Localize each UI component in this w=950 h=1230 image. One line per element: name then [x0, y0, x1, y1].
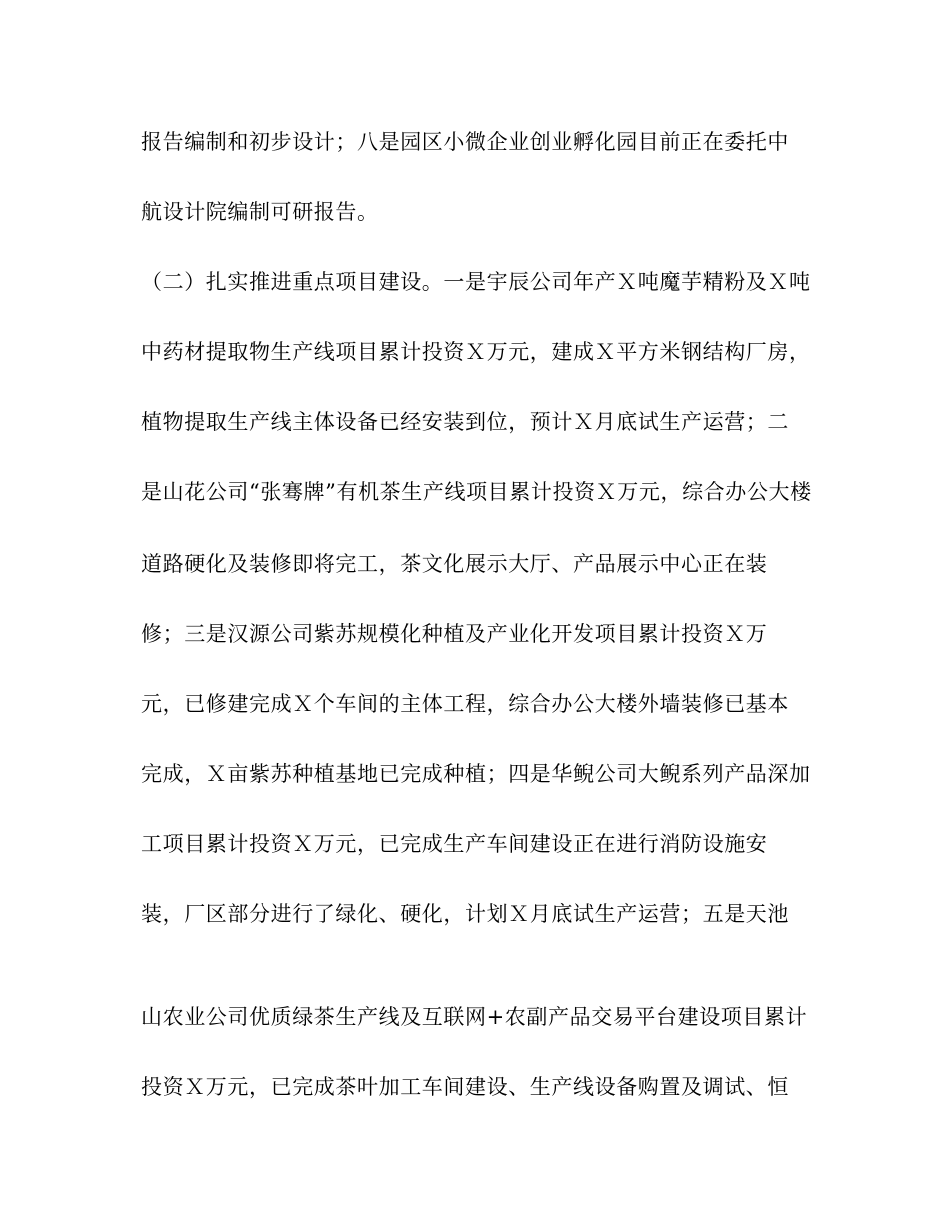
text-line: 山农业公司优质绿茶生产线及互联网+农副产品交易平台建设项目累计 [141, 1005, 808, 1029]
text-line: 中药材提取物生产线项目累计投资Ｘ万元，建成Ｘ平方米钢结构厂房， [141, 340, 811, 364]
text-line: 植物提取生产线主体设备已经安装到位，预计Ｘ月底试生产运营；二 [141, 410, 789, 434]
text-line: 报告编制和初步设计；八是园区小微企业创业孵化园目前正在委托中 [141, 130, 789, 154]
text-line: （二）扎实推进重点项目建设。一是宇辰公司年产Ｘ吨魔芋精粉及Ｘ吨 [141, 270, 811, 294]
text-line: 修；三是汉源公司紫苏规模化种植及产业化开发项目累计投资Ｘ万 [141, 622, 768, 646]
text-line: 工项目累计投资Ｘ万元，已完成生产车间建设正在进行消防设施安 [141, 832, 768, 856]
text-line: 装，厂区部分进行了绿化、硬化，计划Ｘ月底试生产运营；五是天池 [141, 902, 789, 926]
text-line: 完成，Ｘ亩紫苏种植基地已完成种植；四是华鲵公司大鲵系列产品深加 [141, 762, 811, 786]
text-line: 元，已修建完成Ｘ个车间的主体工程，综合办公大楼外墙装修已基本 [141, 692, 789, 716]
text-line: 是山花公司“张骞牌”有机茶生产线项目累计投资Ｘ万元，综合办公大楼 [141, 480, 812, 504]
text-line: 航设计院编制可研报告。 [141, 200, 379, 224]
text-line: 投资Ｘ万元，已完成茶叶加工车间建设、生产线设备购置及调试、恒 [141, 1075, 789, 1099]
text-line: 道路硬化及装修即将完工，茶文化展示大厅、产品展示中心正在装 [141, 552, 768, 576]
